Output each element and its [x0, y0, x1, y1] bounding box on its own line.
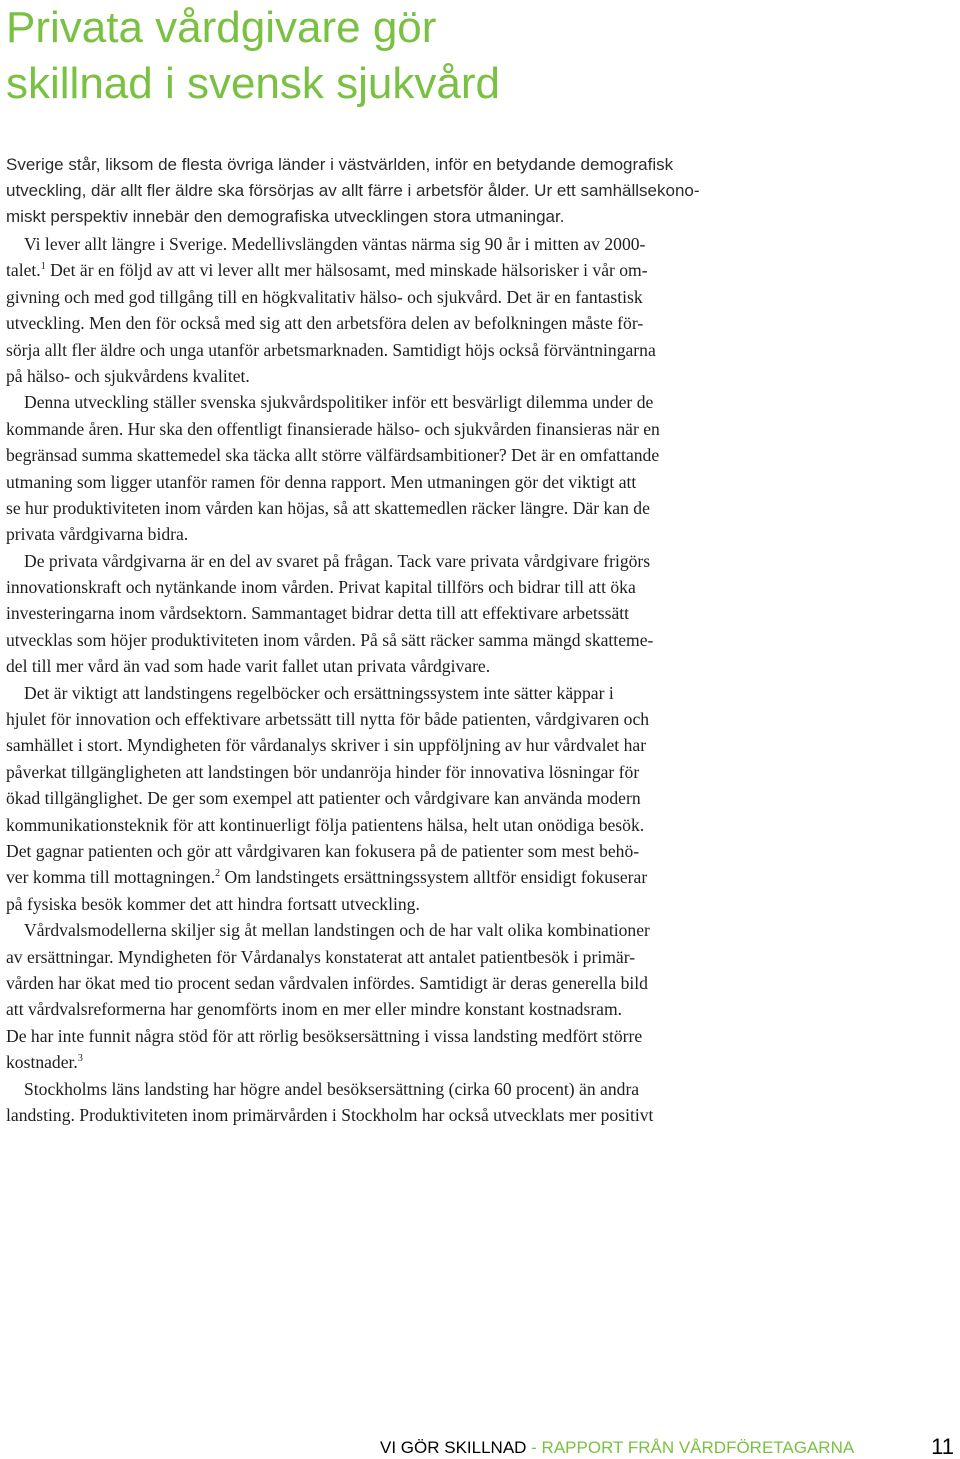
body-line: [6, 891, 766, 917]
body-line-text: Det gagnar patienten och gör att vårdgivaren kan fokusera på de patienter som mest behö-: [6, 840, 640, 861]
intro-line: miskt perspektiv innebär den demografiska utvecklingen stora utmaningar.: [6, 207, 565, 226]
body-line: [6, 442, 766, 468]
footer-part-1: VI GÖR SKILLNAD: [380, 1438, 527, 1457]
body-line-text: vården har ökat med tio procent sedan vårdvalen infördes. Samtidigt är deras generella bild: [6, 972, 648, 993]
body-line: [6, 944, 766, 970]
body-line-text: Stockholms läns landsting har högre andel besöksersättning (cirka 60 procent) än andra: [24, 1078, 640, 1099]
body-line: [6, 680, 766, 706]
body-line-text: hjulet för innovation och effektivare arbetssätt till nytta för både patienten, vårdgivaren och: [6, 709, 650, 730]
body-line: [6, 812, 766, 838]
body-line: [6, 1023, 766, 1049]
body-line: [6, 231, 766, 257]
body-line-text: utveckling. Men den för också med sig att den arbetsföra delen av befolkningen måste för-: [6, 313, 644, 334]
body-line-text: privata vårdgivarna bidra.: [6, 524, 189, 545]
body-line: [6, 838, 766, 864]
body-line: [6, 548, 766, 574]
footnote-reference: 2: [215, 868, 221, 880]
body-line: [6, 864, 766, 890]
body-line-text: talet.: [6, 260, 41, 281]
body-line: [6, 1102, 766, 1128]
body-line: [6, 416, 766, 442]
body-line-text: begränsad summa skattemedel ska täcka allt större välfärdsambitioner? Det är en omfattande: [6, 445, 660, 466]
body-line: [6, 257, 766, 283]
footer-part-2: RAPPORT FRÅN VÅRDFÖRETAGARNA: [541, 1438, 855, 1457]
body-line-text: del till mer vård än vad som hade varit fallet utan privata vårdgivare.: [6, 656, 491, 677]
body-line-text: Vi lever allt längre i Sverige. Medellivslängden väntas närma sig 90 år i mitten av 2000-: [24, 234, 646, 254]
body-line-text: Denna utveckling ställer svenska sjukvårdspolitiker inför ett besvärligt dilemma under de: [24, 392, 654, 413]
body-line-text: kommande åren. Hur ska den offentligt finansierade hälso- och sjukvården finansieras när en: [6, 418, 660, 439]
body-line-text: kommunikationsteknik för att kontinuerligt följa patientens hälsa, helt utan onödiga besök.: [6, 814, 645, 835]
body-line-text: ökad tillgänglighet. De ger som exempel att patienter och vårdgivare kan använda modern: [6, 788, 641, 809]
body-line: [6, 653, 766, 679]
page-number: 11: [931, 1434, 954, 1459]
body-line-text: på hälso- och sjukvårdens kvalitet.: [6, 365, 250, 386]
body-line: [6, 574, 766, 600]
footer-separator: -: [526, 1438, 542, 1457]
body-line-text: se hur produktiviteten inom vården kan höjas, så att skattemedlen räcker längre. Där kan de: [6, 497, 650, 518]
body-line-text: av ersättningar. Myndigheten för Vårdanalys konstaterat att antalet patientbesök i primär-: [6, 946, 636, 967]
footnote-reference: 3: [77, 1053, 83, 1065]
body-line-text: samhället i stort. Myndigheten för vårdanalys skriver i sin uppföljning av hur vårdvalet har: [6, 735, 647, 756]
body-line-text: landsting. Produktiviteten inom primärvården i Stockholm har också utvecklats mer positivt: [6, 1104, 654, 1125]
body-line: [6, 389, 766, 415]
body-line-text: att vårdvalsreformerna har genomförts inom en mer eller mindre konstant kostnadsram.: [6, 999, 623, 1020]
body-line-text: innovationskraft och nytänkande inom vården. Privat kapital tillförs och bidrar till att öka: [6, 577, 636, 598]
title-line-2: skillnad i svensk sjukvård: [6, 59, 500, 108]
body-line-text: ver komma till mottagningen.: [6, 867, 216, 888]
body-line: [6, 1076, 766, 1102]
body-line: [6, 284, 766, 310]
intro-paragraph: [6, 152, 766, 230]
body-line-text: Det är en följd av att vi lever allt mer hälsosamt, med minskade hälsorisker i vår om-: [45, 260, 648, 281]
page-title: [6, 0, 906, 112]
body-line-text: påverkat tillgängligheten att landstingen bör undanröja hinder för innovativa lösningar för: [6, 761, 640, 782]
body-line: [6, 627, 766, 653]
body-line-text: utvecklas som höjer produktiviteten inom vården. På så sätt räcker samma mängd skatteme-: [6, 629, 654, 650]
body-line: [6, 337, 766, 363]
body-line: [6, 917, 766, 943]
body-line: [6, 363, 766, 389]
body-line: [6, 732, 766, 758]
body-line-text: Om landstingets ersättningssystem alltför ensidigt fokuserar: [220, 867, 648, 888]
footnote-reference: 1: [40, 261, 46, 273]
body-line: [6, 600, 766, 626]
body-line: [6, 495, 766, 521]
body-line-text: sörja allt fler äldre och unga utanför arbetsmarknaden. Samtidigt höjs också förväntningarna: [6, 339, 656, 360]
body-line: [6, 759, 766, 785]
body-line-text: kostnader.: [6, 1052, 78, 1073]
body-line-text: på fysiska besök kommer det att hindra fortsatt utveckling.: [6, 893, 420, 914]
body-line-text: investeringarna inom vårdsektorn. Sammantaget bidrar detta till att effektivare arbetssätt: [6, 603, 630, 624]
body-line: [6, 1049, 766, 1075]
body-line-text: Vårdvalsmodellerna skiljer sig åt mellan landstingen och de har valt olika kombinationer: [24, 920, 650, 941]
body-line: [6, 970, 766, 996]
body-line: [6, 996, 766, 1022]
body-line: [6, 521, 766, 547]
intro-line: utveckling, där allt fler äldre ska försörjas av allt färre i arbetsför ålder. Ur ett samhällsekono-: [6, 181, 700, 200]
intro-line: Sverige står, liksom de flesta övriga länder i västvärlden, inför en betydande demografisk: [6, 155, 674, 174]
body-line: [6, 706, 766, 732]
body-line-text: Det är viktigt att landstingens regelböcker och ersättningssystem inte sätter käppar i: [24, 682, 614, 703]
body-line-text: givning och med god tillgång till en högkvalitativ hälso- och sjukvård. Det är en fantastisk: [6, 286, 643, 307]
body-line-text: De privata vårdgivarna är en del av svaret på frågan. Tack vare privata vårdgivare frigörs: [24, 550, 651, 571]
body-line-text: De har inte funnit några stöd för att rörlig besöksersättning i vissa landsting medfört större: [6, 1025, 643, 1046]
footer-running-title: [380, 1437, 854, 1459]
body-line: [6, 310, 766, 336]
body-text: [6, 231, 766, 1128]
body-line: [6, 469, 766, 495]
body-line-text: utmaning som ligger utanför ramen för denna rapport. Men utmaningen gör det viktigt att: [6, 471, 637, 492]
body-line: [6, 785, 766, 811]
title-line-1: Privata vårdgivare gör: [6, 3, 437, 52]
